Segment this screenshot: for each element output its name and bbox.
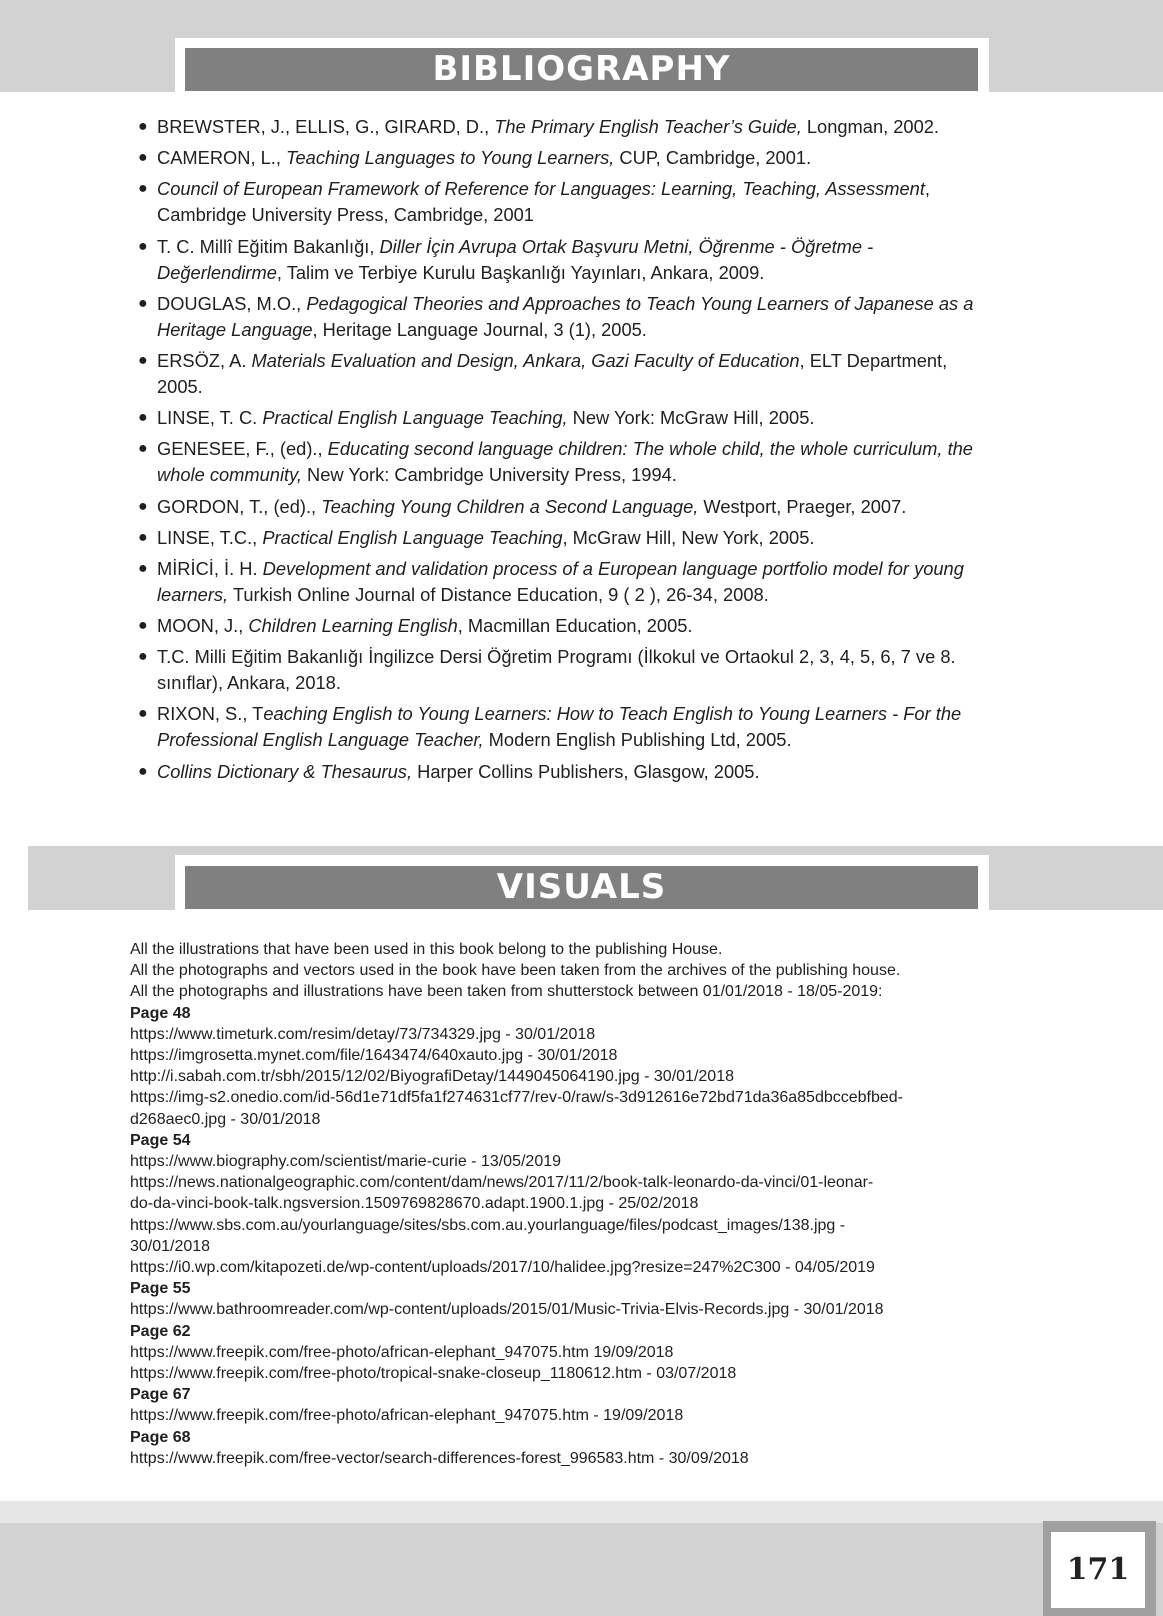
visuals-credit-line: http://i.sabah.com.tr/sbh/2015/12/02/BiyografiDetay/1449045064190.jpg - 30/01/2018	[130, 1068, 734, 1086]
visuals-credit-line: https://i0.wp.com/kitapozeti.de/wp-content/uploads/2017/10/halidee.jpg?resize=247%2C300 - 04/05/2019	[130, 1259, 875, 1277]
bullet-icon: ●	[138, 440, 148, 458]
bullet-icon: ●	[138, 149, 148, 167]
bullet-icon: ●	[138, 294, 148, 312]
entry-it: Collins Dictionary & Thesaurus,	[157, 760, 413, 782]
visuals-credit-line: All the photographs and vectors used in the book have been taken from the archives of the publishing house.	[130, 962, 901, 980]
bullet-icon: ●	[138, 237, 148, 255]
bullet-icon: ●	[138, 648, 148, 666]
visuals-credit-line: https://www.sbs.com.au/yourlanguage/sites/sbs.com.au.yourlanguage/files/podcast_images/138.jpg -	[130, 1216, 846, 1234]
entry-pre: MOON, J.,	[157, 615, 249, 637]
entry-post: , McGraw Hill, New York, 2005.	[562, 526, 815, 548]
bibliography-entry	[136, 525, 996, 551]
bullet-icon: ●	[138, 409, 148, 427]
entry-pre: BREWSTER, J., ELLIS, G., GIRARD, D.,	[157, 116, 495, 137]
bibliography-entry	[136, 436, 996, 488]
entry-post: New York: McGraw Hill, 2005.	[567, 407, 815, 429]
bibliography-entry	[136, 613, 996, 639]
entry-post: New York: Cambridge University Press, 1994.	[301, 464, 677, 486]
entry-pre: LINSE, T. C.	[157, 407, 263, 429]
entry-post: Turkish Online Journal of Distance Education, 9 ( 2 ), 26-34, 2008.	[228, 583, 769, 605]
entry-post: Westport, Praeger, 2007.	[698, 495, 907, 517]
visuals-credit-line: https://www.biography.com/scientist/marie-curie - 13/05/2019	[130, 1153, 562, 1171]
bibliography-entry	[136, 494, 996, 520]
visuals-title: VISUALS	[185, 866, 978, 909]
bullet-icon: ●	[138, 180, 148, 198]
entry-post: CUP, Cambridge, 2001.	[614, 147, 812, 169]
visuals-page-label: Page 54	[130, 1131, 191, 1149]
entry-pre: ERSÖZ, A.	[157, 349, 252, 371]
visuals-credit-line: https://news.nationalgeographic.com/content/dam/news/2017/11/2/book-talk-leonardo-da-vinci/01-leonar-	[130, 1174, 874, 1192]
visuals-page-label: Page 48	[130, 1004, 191, 1022]
bullet-icon: ●	[138, 351, 148, 369]
visuals-credit-line: https://img-s2.onedio.com/id-56d1e71df5fa1f274631cf77/rev-0/raw/s-3d912616e72bd71da36a85dbccebfbed-	[130, 1089, 903, 1107]
entry-it: Materials Evaluation and Design, Ankara, Gazi Faculty of Education	[251, 349, 800, 371]
entry-post: , Talim ve Terbiye Kurulu Başkanlığı Yayınları, Ankara, 2009.	[276, 261, 765, 283]
entry-pre: MİRİCİ, İ. H.	[157, 557, 263, 579]
entry-pre: GORDON, T., (ed).,	[157, 495, 322, 517]
visuals-credit-line: https://www.freepik.com/free-photo/tropical-snake-closeup_1180612.htm - 03/07/2018	[130, 1365, 737, 1383]
entry-post: , Heritage Language Journal, 3 (1), 2005.	[312, 318, 647, 340]
bibliography-entry	[136, 176, 996, 228]
entry-pre: T. C. Millî Eğitim Bakanlığı,	[157, 235, 380, 257]
entry-post: Harper Collins Publishers, Glasgow, 2005.	[412, 760, 760, 782]
visuals-credit-line: https://www.timeturk.com/resim/detay/73/734329.jpg - 30/01/2018	[130, 1025, 596, 1043]
bullet-icon: ●	[138, 705, 148, 723]
bullet-icon: ●	[138, 528, 148, 546]
visuals-credit-line: do-da-vinci-book-talk.ngsversion.1509769828670.adapt.1900.1.jpg - 25/02/2018	[130, 1195, 699, 1213]
page-number: 171	[1051, 1532, 1145, 1608]
entry-post: , ELT Department, 2005.	[157, 349, 948, 397]
entry-it: Diller İçin Avrupa Ortak Başvuru Metni, Öğrenme - Öğretme - Değerlendirme	[157, 235, 874, 283]
bibliography-entry	[136, 701, 996, 753]
visuals-page-label: Page 67	[130, 1386, 191, 1404]
entry-it: Practical English Language Teaching	[262, 526, 563, 548]
visuals-credit-line: All the illustrations that have been used in this book belong to the publishing House.	[130, 941, 723, 958]
entry-pre: LINSE, T.C.,	[157, 526, 263, 548]
footer-strip	[0, 1501, 1163, 1523]
bibliography-entry	[136, 759, 996, 785]
bibliography-entry	[136, 145, 996, 171]
entry-it: eaching English to Young Learners: How to Teach English to Young Learners - For the Professional English Language Teacher,	[157, 703, 962, 751]
entry-pre: T.C. Milli Eğitim Bakanlığı İngilizce Dersi Öğretim Programı (İlkokul ve Ortaokul 2, 3, 4, 5, 6, 7 ve 8. sınıflar), Ankara, 2018.	[157, 646, 956, 694]
bibliography-entry	[136, 405, 996, 431]
entry-pre: DOUGLAS, M.O.,	[157, 292, 307, 314]
visuals-credit-line: https://imgrosetta.mynet.com/file/1643474/640xauto.jpg - 30/01/2018	[130, 1047, 618, 1065]
visuals-credit-line: https://www.freepik.com/free-photo/african-elephant_947075.htm 19/09/2018	[130, 1343, 674, 1361]
entry-it: Children Learning English	[248, 615, 458, 637]
bibliography-list	[136, 114, 996, 790]
entry-it: Teaching Languages to Young Learners,	[286, 147, 615, 169]
entry-post: Longman, 2002.	[801, 116, 940, 137]
bullet-icon: ●	[138, 118, 148, 135]
entry-it: Teaching Young Children a Second Language,	[321, 495, 699, 517]
entry-it: Pedagogical Theories and Approaches to Teach Young Learners of Japanese as a Heritage Language	[157, 292, 974, 340]
bibliography-entry	[136, 114, 996, 140]
bibliography-title: BIBLIOGRAPHY	[185, 48, 978, 91]
entry-pre: RIXON, S., T	[157, 703, 264, 725]
visuals-credit-line: All the photographs and illustrations have been taken from shutterstock between 01/01/2018 - 18/05-2019:	[130, 983, 883, 1001]
bibliography-entry	[136, 644, 996, 696]
bullet-icon: ●	[138, 617, 148, 635]
visuals-page-label: Page 62	[130, 1322, 191, 1340]
entry-post: Modern English Publishing Ltd, 2005.	[483, 729, 792, 751]
visuals-credit-line: d268aec0.jpg - 30/01/2018	[130, 1110, 321, 1128]
visuals-credits	[130, 939, 1130, 1469]
bullet-icon: ●	[138, 497, 148, 515]
bullet-icon: ●	[138, 762, 148, 780]
bibliography-entry	[136, 556, 996, 608]
visuals-credit-line: https://www.freepik.com/free-photo/african-elephant_947075.htm - 19/09/2018	[130, 1407, 684, 1425]
entry-it: Practical English Language Teaching,	[262, 407, 568, 429]
entry-pre: CAMERON, L.,	[157, 147, 287, 169]
entry-it: Council of European Framework of Reference for Languages: Learning, Teaching, Assessment	[157, 178, 925, 200]
entry-post: , Macmillan Education, 2005.	[457, 615, 693, 637]
entry-it: Development and validation process of a European language portfolio model for young learners,	[157, 557, 964, 605]
visuals-credit-line: 30/01/2018	[130, 1237, 211, 1255]
visuals-page-label: Page 55	[130, 1280, 191, 1298]
visuals-page-label: Page 68	[130, 1428, 191, 1446]
entry-it: Educating second language children: The whole child, the whole curriculum, the whole community,	[157, 438, 973, 486]
bibliography-entry	[136, 291, 996, 343]
visuals-credit-line: https://www.bathroomreader.com/wp-content/uploads/2015/01/Music-Trivia-Elvis-Records.jpg - 30/01/2018	[130, 1301, 884, 1319]
entry-post: , Cambridge University Press, Cambridge, 2001	[157, 178, 931, 226]
bibliography-entry	[136, 348, 996, 400]
entry-pre: GENESEE, F., (ed).,	[157, 438, 328, 460]
visuals-credit-line: https://www.freepik.com/free-vector/search-differences-forest_996583.htm - 30/09/2018	[130, 1449, 749, 1467]
bullet-icon: ●	[138, 559, 148, 577]
entry-it: The Primary English Teacher’s Guide,	[494, 116, 802, 137]
bibliography-entry	[136, 234, 996, 286]
